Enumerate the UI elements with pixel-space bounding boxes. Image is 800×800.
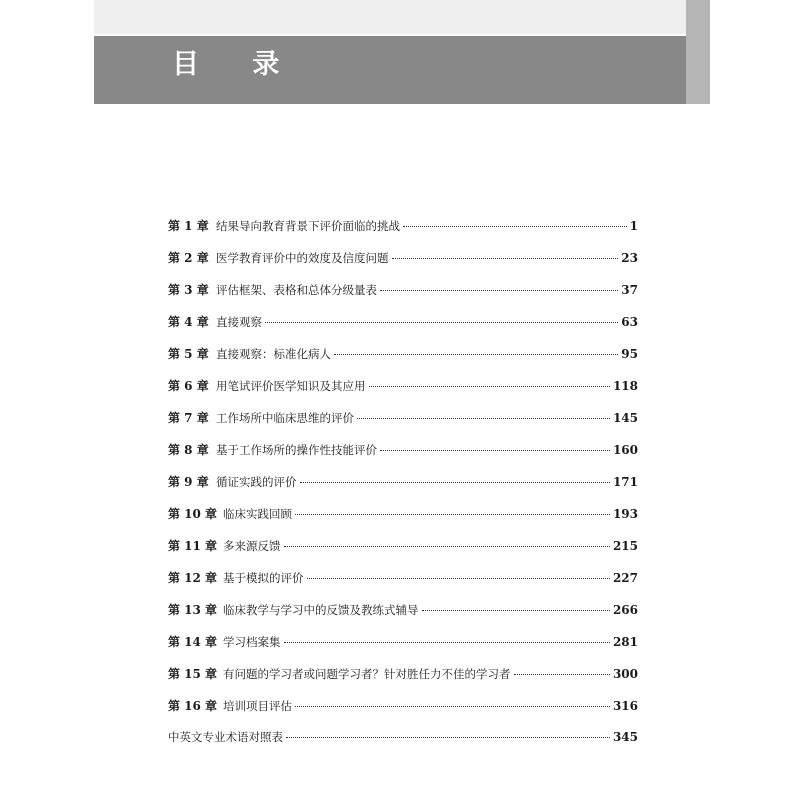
toc-page-number: 345 (612, 730, 638, 744)
toc-chapter-number: 第 12 章 (168, 571, 218, 585)
toc-chapter-number: 第 9 章 (168, 475, 209, 489)
toc-page-number: 63 (621, 315, 638, 329)
toc-chapter-title: 直接观察：标准化病人 (216, 347, 331, 361)
toc-page-number: 215 (612, 539, 638, 553)
toc-chapter-number: 第 2 章 (168, 251, 209, 265)
toc-entry (168, 505, 638, 537)
toc-entry (168, 473, 638, 505)
toc-entry (168, 633, 638, 665)
toc-leader-dots (284, 546, 610, 547)
toc-chapter-title: 基于模拟的评价 (223, 571, 304, 585)
header-top-band (94, 0, 686, 34)
toc-entry (168, 249, 638, 281)
toc-page-number: 118 (612, 379, 638, 393)
toc-entry (168, 377, 638, 409)
toc-chapter-title: 学习档案集 (223, 635, 281, 649)
toc-leader-dots (422, 610, 610, 611)
toc-leader-dots (295, 514, 610, 515)
toc-chapter-title: 结果导向教育背景下评价面临的挑战 (216, 219, 400, 233)
page-title: 目 录 (172, 49, 302, 80)
toc-leader-dots (380, 290, 618, 291)
table-of-contents (168, 217, 638, 761)
toc-page-number: 171 (612, 475, 638, 489)
toc-leader-dots (403, 226, 627, 227)
toc-chapter-title: 循证实践的评价 (216, 475, 297, 489)
toc-page-number: 266 (612, 603, 638, 617)
toc-chapter-number: 第 1 章 (168, 219, 209, 233)
toc-chapter-number: 第 14 章 (168, 635, 218, 649)
toc-chapter-number: 第 4 章 (168, 315, 209, 329)
toc-leader-dots (307, 578, 610, 579)
toc-page-number: 37 (621, 283, 638, 297)
toc-entry (168, 697, 638, 729)
toc-entry (168, 281, 638, 313)
toc-page-number: 160 (612, 443, 638, 457)
toc-chapter-title: 有问题的学习者或问题学习者？针对胜任力不佳的学习者 (223, 667, 511, 681)
toc-page-number: 95 (621, 347, 638, 361)
toc-chapter-number: 第 10 章 (168, 507, 218, 521)
toc-chapter-title: 培训项目评估 (223, 699, 292, 713)
toc-entry (168, 313, 638, 345)
toc-entry (168, 665, 638, 697)
toc-chapter-number: 第 15 章 (168, 667, 218, 681)
toc-leader-dots (369, 386, 610, 387)
toc-leader-dots (392, 258, 619, 259)
toc-chapter-title: 临床实践回顾 (223, 507, 292, 521)
toc-page-number: 281 (612, 635, 638, 649)
toc-chapter-title: 中英文专业术语对照表 (168, 730, 283, 744)
toc-leader-dots (286, 737, 610, 738)
toc-chapter-title: 医学教育评价中的效度及信度问题 (216, 251, 389, 265)
toc-chapter-number: 第 13 章 (168, 603, 218, 617)
toc-leader-dots (265, 322, 618, 323)
toc-chapter-number: 第 6 章 (168, 379, 209, 393)
toc-entry (168, 217, 638, 249)
toc-entry (168, 569, 638, 601)
toc-leader-dots (334, 354, 618, 355)
toc-chapter-title: 基于工作场所的操作性技能评价 (216, 443, 377, 457)
toc-page-number: 227 (612, 571, 638, 585)
toc-page-number: 23 (621, 251, 638, 265)
toc-page-number: 145 (612, 411, 638, 425)
toc-entry (168, 409, 638, 441)
toc-chapter-number: 第 5 章 (168, 347, 209, 361)
toc-leader-dots (380, 450, 610, 451)
toc-entry (168, 601, 638, 633)
toc-chapter-title: 直接观察 (216, 315, 262, 329)
toc-chapter-number: 第 16 章 (168, 699, 218, 713)
toc-entry (168, 729, 638, 761)
toc-entry (168, 441, 638, 473)
toc-chapter-title: 多来源反馈 (223, 539, 281, 553)
title-bar (94, 36, 686, 104)
toc-page-number: 300 (612, 667, 638, 681)
toc-chapter-title: 工作场所中临床思维的评价 (216, 411, 354, 425)
toc-leader-dots (300, 482, 610, 483)
toc-leader-dots (295, 706, 610, 707)
toc-chapter-title: 评估框架、表格和总体分级量表 (216, 283, 377, 297)
toc-entry (168, 537, 638, 569)
toc-chapter-title: 临床教学与学习中的反馈及教练式辅导 (223, 603, 419, 617)
toc-leader-dots (284, 642, 610, 643)
toc-page-number: 316 (612, 699, 638, 713)
toc-chapter-number: 第 8 章 (168, 443, 209, 457)
toc-chapter-number: 第 7 章 (168, 411, 209, 425)
toc-entry (168, 345, 638, 377)
toc-page-number: 193 (612, 507, 638, 521)
header-side-strip (686, 0, 710, 104)
toc-leader-dots (514, 674, 610, 675)
toc-chapter-number: 第 3 章 (168, 283, 209, 297)
toc-chapter-title: 用笔试评价医学知识及其应用 (216, 379, 366, 393)
toc-leader-dots (357, 418, 610, 419)
toc-page-number: 1 (629, 219, 638, 233)
toc-chapter-number: 第 11 章 (168, 539, 218, 553)
